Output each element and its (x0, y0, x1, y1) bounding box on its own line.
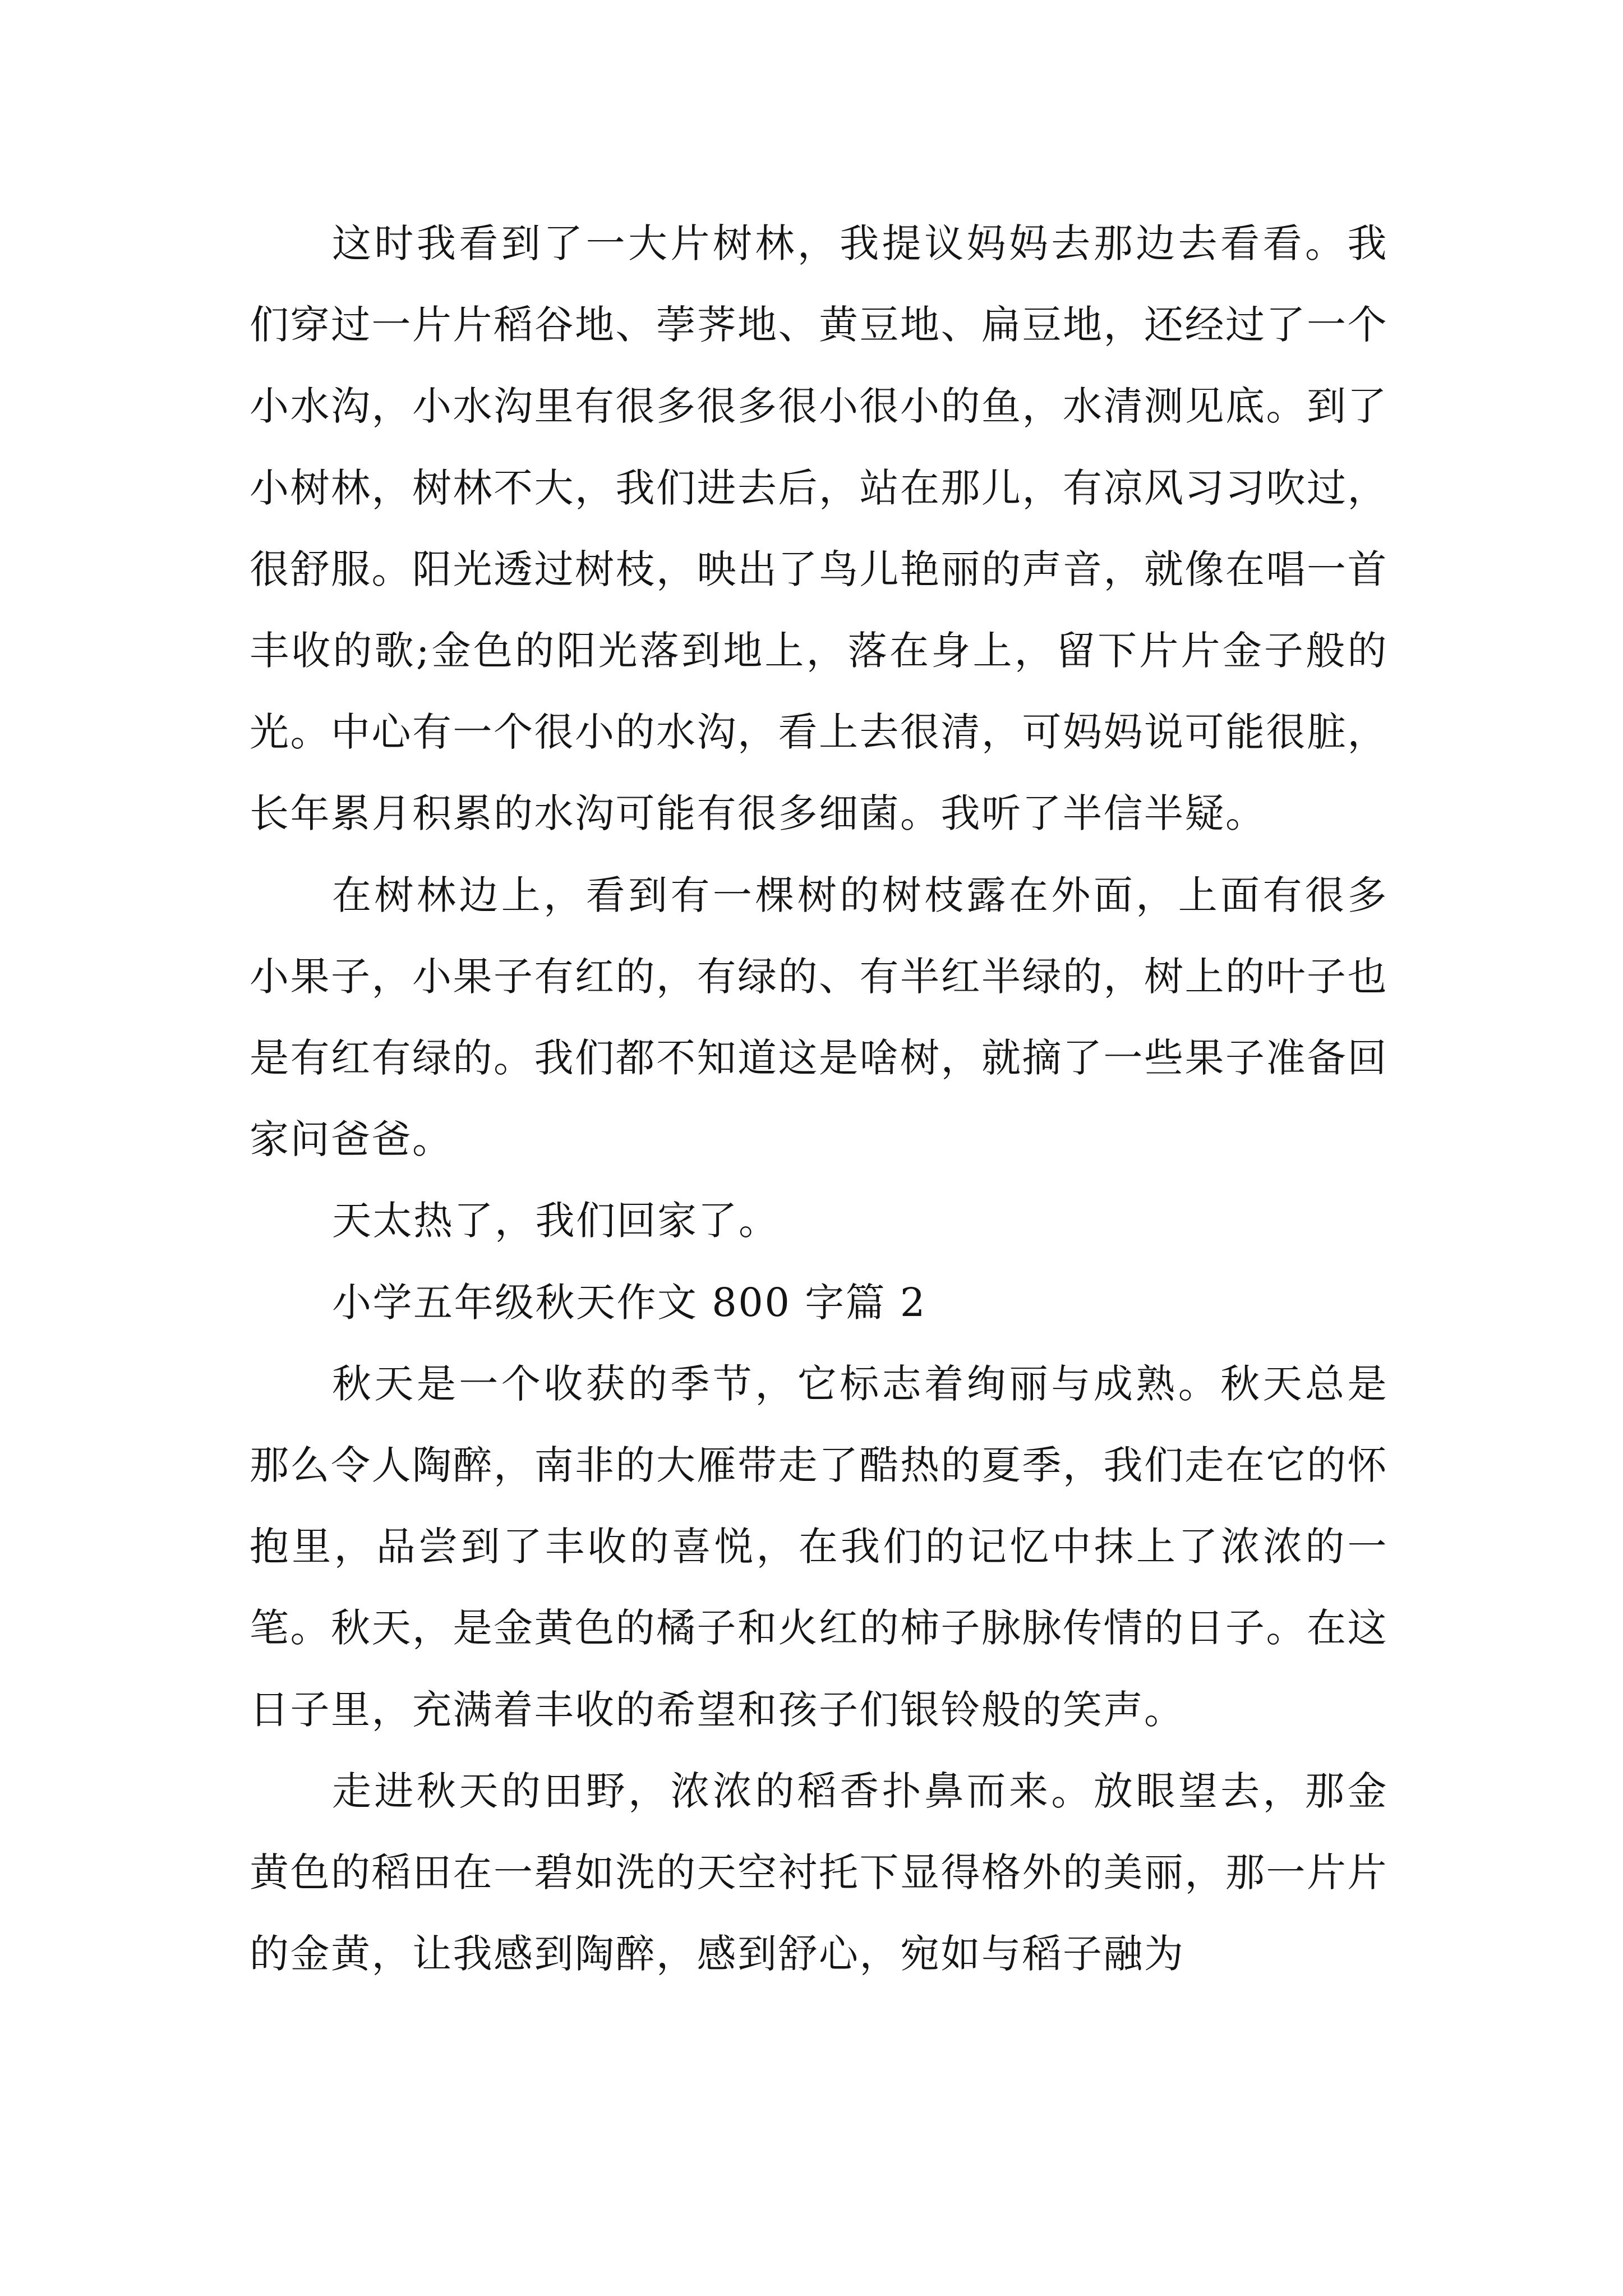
paragraph: 在树林边上，看到有一棵树的树枝露在外面，上面有很多小果子，小果子有红的，有绿的、有半红半绿的，树上的叶子也是有红有绿的。我们都不知道这是啥树，就摘了一些果子准备回家问爸爸。 (250, 872, 1388, 1163)
paragraph: 天太热了，我们回家了。 (332, 1198, 780, 1244)
document-body (250, 203, 1388, 1995)
paragraph: 这时我看到了一大片树林，我提议妈妈去那边去看看。我们穿过一片片稻谷地、荸荠地、黄豆地、扁豆地，还经过了一个小水沟，小水沟里有很多很多很小很小的鱼，水清测见底。到了小树林，树林不大，我们进去后，站在那儿，有凉风习习吹过，很舒服。阳光透过树枝，映出了鸟儿艳丽的声音，就像在唱一首丰收的歌;金色的阳光落到地上，落在身上，留下片片金子般的光。中心有一个很小的水沟，看上去很清，可妈妈说可能很脏，长年累月积累的水沟可能有很多细菌。我听了半信半疑。 (250, 220, 1388, 837)
paragraph: 秋天是一个收获的季节，它标志着绚丽与成熟。秋天总是那么令人陶醉，南非的大雁带走了酷热的夏季，我们走在它的怀抱里，品尝到了丰收的喜悦，在我们的记忆中抹上了浓浓的一笔。秋天，是金黄色的橘子和火红的柿子脉脉传情的日子。在这日子里，充满着丰收的希望和孩子们银铃般的笑声。 (250, 1360, 1388, 1733)
paragraph: 走进秋天的田野，浓浓的稻香扑鼻而来。放眼望去，那金黄色的稻田在一碧如洗的天空衬托下显得格外的美丽，那一片片的金黄，让我感到陶醉，感到舒心，宛如与稻子融为 (250, 1768, 1388, 1977)
section-heading: 小学五年级秋天作文 800 字篇 2 (332, 1279, 926, 1326)
